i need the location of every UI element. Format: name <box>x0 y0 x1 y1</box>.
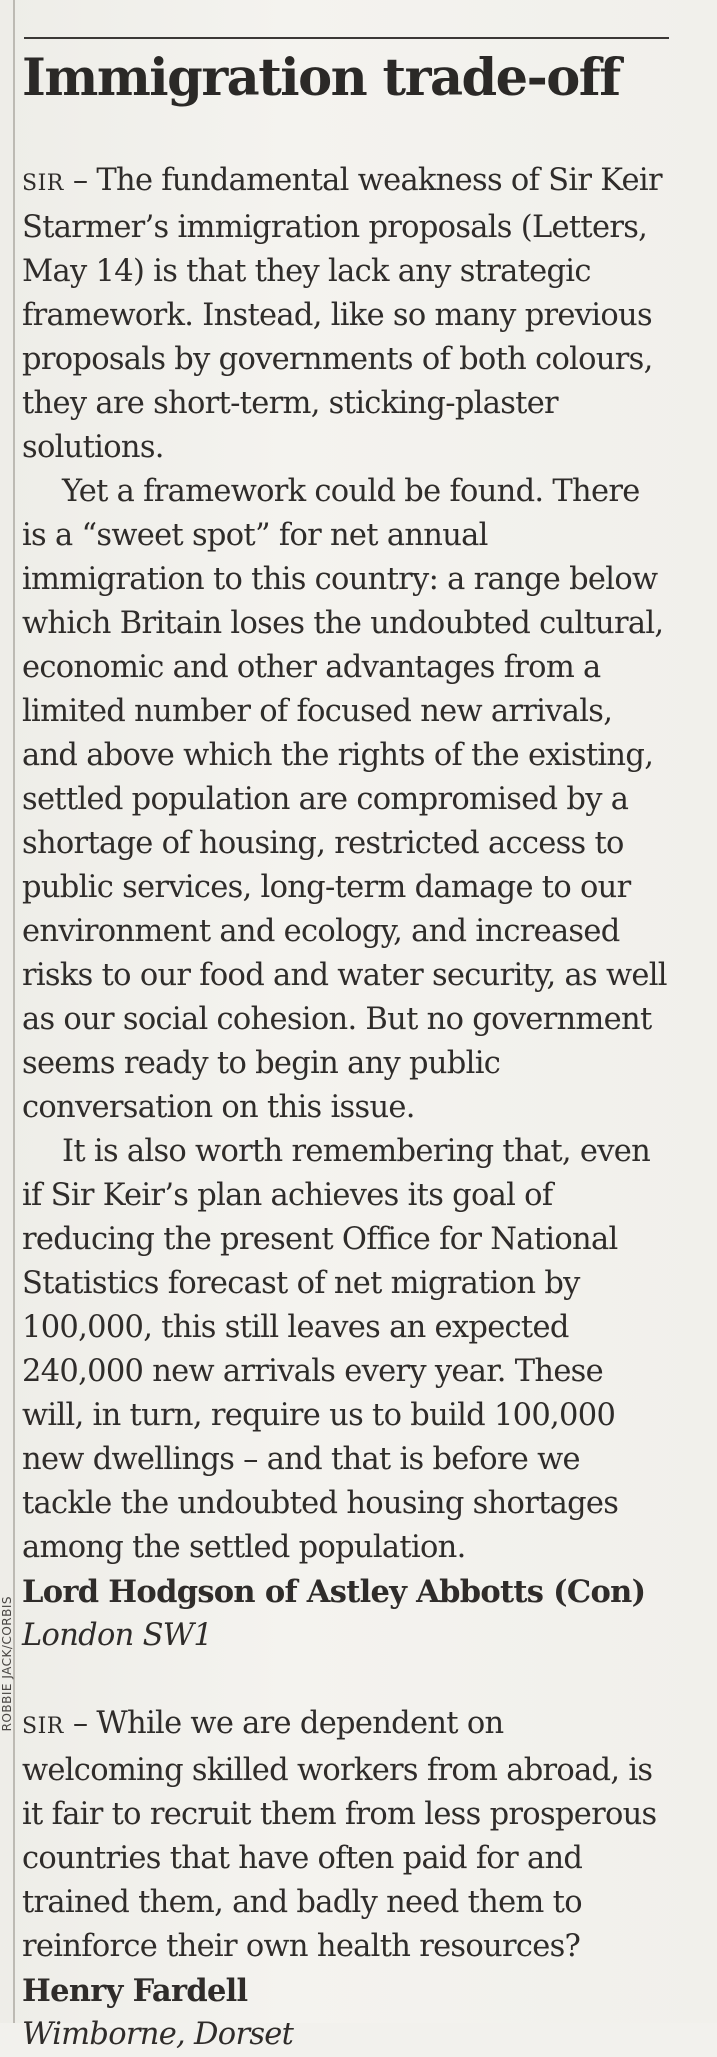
headline: Immigration trade-off <box>22 48 620 108</box>
letter1-paragraph-3: It is also worth remembering that, even if Sir Keir’s plan achieves its goal of reducing the present Office for National Statistics forecast of net migration by 100,000, this still leaves an expected 240,000 new arrivals every year. These will, in turn, require us to build 100,000 new dwellings – and that is before we tackle the undoubted housing shortages among the settled population. <box>22 1134 651 1565</box>
letter2-paragraph-1 <box>22 1702 672 1969</box>
letters-body <box>22 159 672 2057</box>
top-rule <box>24 37 669 39</box>
letter1-text-1: – The fundamental weakness of Sir Keir Starmer’s immigration proposals (Letters, May 14) is that they lack any strategic framework. Instead, like so many previous proposals by governments of both colours, they are short-term, sticking-plaster solutions. <box>22 163 662 465</box>
letter2-signature: Henry Fardell <box>22 1973 248 2009</box>
letter1-paragraph-1 <box>22 159 672 470</box>
sir-label: SIR <box>22 171 64 196</box>
letter2-location: Wimborne, Dorset <box>22 2017 294 2052</box>
letter2-text-1: – While we are dependent on welcoming skilled workers from abroad, is it fair to recruit them from less prosperous countries that have often paid for and trained them, and badly need them to reinforce their own health resources? <box>22 1706 657 1964</box>
letter-separator <box>22 1658 672 1702</box>
sir-label: SIR <box>22 1714 64 1739</box>
letter1-paragraph-2: Yet a framework could be found. There is a “sweet spot” for net annual immigration to this country: a range below which Britain loses the undoubted cultural, economic and other advantages from a limited number of focused new arrivals, and above which the rights of the existing, settled population are compromised by a shortage of housing, restricted access to public services, long-term damage to our environment and ecology, and increased risks to our food and water security, as well as our social cohesion. But no government seems ready to begin any public conversation on this issue. <box>22 474 667 1125</box>
photo-credit: ROBBIE JACK/CORBIS <box>0 1596 14 1732</box>
letter1-signature: Lord Hodgson of Astley Abbotts (Con) <box>22 1574 646 1610</box>
letter1-location: London SW1 <box>22 1618 213 1653</box>
